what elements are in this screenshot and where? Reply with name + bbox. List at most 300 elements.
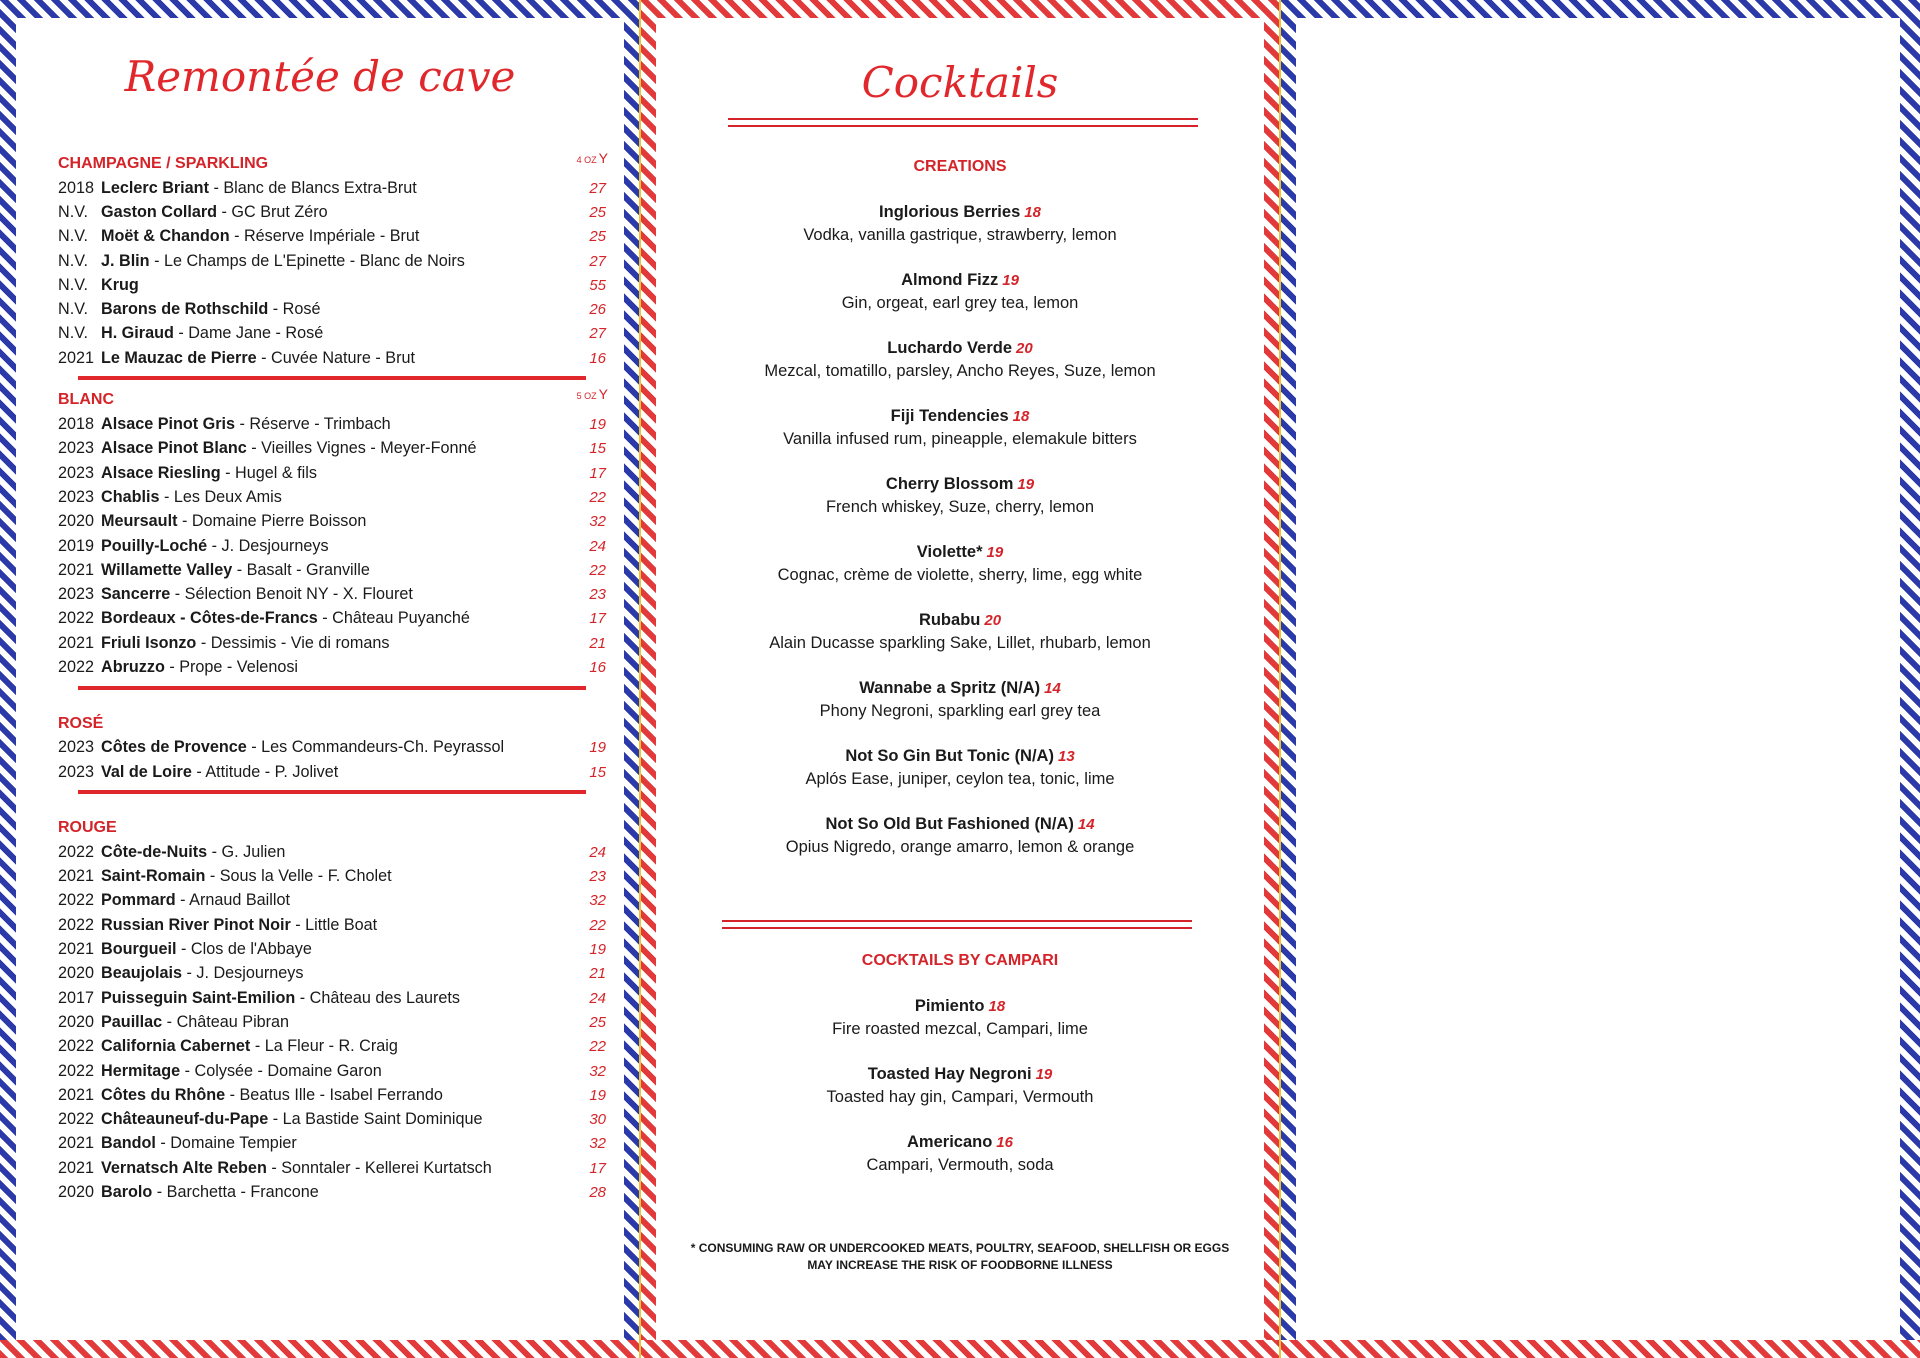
wine-detail: - Réserve Impériale - Brut xyxy=(229,227,420,246)
wine-detail: - Arnaud Baillot xyxy=(175,891,290,910)
wine-description xyxy=(101,843,576,862)
cocktail-price: 18 xyxy=(1012,408,1030,425)
wine-detail: - Sonntaler - Kellerei Kurtatsch xyxy=(266,1158,492,1177)
cocktail-item xyxy=(656,337,1264,383)
wine-description xyxy=(101,464,576,483)
wine-name: Leclerc Briant xyxy=(101,178,209,197)
cocktail-price: 20 xyxy=(984,612,1002,629)
cocktail-name: Rubabu xyxy=(918,611,981,629)
wine-year: 2022 xyxy=(58,842,95,861)
section-title-text: CHAMPAGNE / SPARKLING xyxy=(58,155,269,172)
wine-row xyxy=(58,461,606,485)
wine-price: 15 xyxy=(589,763,606,781)
wine-detail: - Château Puyanché xyxy=(317,609,470,628)
wine-year: 2020 xyxy=(58,512,95,531)
cocktail-item xyxy=(656,745,1264,791)
wine-price: 24 xyxy=(589,843,606,861)
cocktail-title-line xyxy=(656,813,1264,836)
pour-size xyxy=(577,146,608,172)
cocktail-description: Cognac, crème de violette, sherry, lime, egg white xyxy=(777,566,1143,584)
campari-list xyxy=(656,995,1264,1199)
wine-year: 2020 xyxy=(58,1183,95,1202)
wine-description xyxy=(101,252,576,271)
wine-price: 25 xyxy=(589,228,606,246)
wine-year: 2021 xyxy=(58,1158,95,1177)
cocktail-item xyxy=(656,1131,1264,1177)
wine-detail: - GC Brut Zéro xyxy=(217,202,328,221)
cocktail-description: Toasted hay gin, Campari, Vermouth xyxy=(826,1088,1094,1106)
wine-detail: - Cuvée Nature - Brut xyxy=(256,348,415,367)
cocktail-name: Not So Gin But Tonic (N/A) xyxy=(845,747,1054,765)
cocktail-name: Americano xyxy=(907,1133,993,1151)
cocktails-title: Cocktails xyxy=(861,58,1059,107)
wine-price: 16 xyxy=(589,658,606,676)
wine-name: Moët & Chandon xyxy=(101,227,230,246)
cocktail-price: 16 xyxy=(996,1134,1013,1151)
wine-name: Châteauneuf-du-Pape xyxy=(101,1110,269,1129)
wine-price: 19 xyxy=(589,1086,606,1104)
cocktail-title-line xyxy=(656,1131,1264,1154)
cocktail-item xyxy=(656,813,1264,859)
wine-detail: - La Fleur - R. Craig xyxy=(250,1037,398,1056)
wine-name: Le Mauzac de Pierre xyxy=(101,348,257,367)
wine-description xyxy=(101,300,576,319)
wine-description xyxy=(101,1183,576,1202)
wine-name: Côtes de Provence xyxy=(101,738,247,757)
wine-name: Willamette Valley xyxy=(101,560,233,579)
wine-name: Russian River Pinot Noir xyxy=(101,915,291,934)
cocktail-price: 19 xyxy=(1017,476,1035,493)
wine-price: 25 xyxy=(589,1013,606,1031)
wine-name: Alsace Pinot Blanc xyxy=(101,439,247,458)
wine-price: 21 xyxy=(589,965,606,983)
border-stripes-bottom xyxy=(0,1340,1920,1358)
wine-description xyxy=(101,1086,576,1105)
disclaimer-line-1: * CONSUMING RAW OR UNDERCOOKED MEATS, POULTRY, SEAFOOD, SHELLFISH OR EGGS xyxy=(690,1241,1230,1255)
cocktail-item xyxy=(656,1063,1264,1109)
wine-description xyxy=(101,276,576,295)
cocktail-item xyxy=(656,201,1264,247)
wine-glass-icon: Y xyxy=(598,150,608,166)
wine-year: 2020 xyxy=(58,964,95,983)
blank-panel xyxy=(1296,18,1900,1340)
section-title-text: ROUGE xyxy=(58,819,117,837)
wine-description xyxy=(101,349,576,368)
cocktail-description: Gin, orgeat, earl grey tea, lemon xyxy=(841,294,1079,312)
wine-description xyxy=(101,658,576,677)
wine-detail: - Blanc de Blancs Extra-Brut xyxy=(208,178,417,197)
wine-name: Krug xyxy=(101,275,139,294)
wine-price: 23 xyxy=(589,868,606,886)
wine-row xyxy=(58,865,606,889)
wine-price: 15 xyxy=(589,440,606,458)
section-divider xyxy=(78,686,586,690)
wine-year: 2023 xyxy=(58,762,95,781)
wine-name: Abruzzo xyxy=(101,657,165,676)
wine-row xyxy=(58,913,606,937)
wine-year: 2023 xyxy=(58,439,95,458)
wine-name: Saint-Romain xyxy=(101,867,206,886)
cocktail-price: 18 xyxy=(1024,204,1041,221)
wine-description xyxy=(101,989,576,1008)
wine-name: Pouilly-Loché xyxy=(101,536,208,555)
wine-year: 2023 xyxy=(58,738,95,757)
wine-row xyxy=(58,1059,606,1083)
wine-detail: - Sous la Velle - F. Cholet xyxy=(205,867,392,886)
cocktail-price: 18 xyxy=(988,998,1006,1015)
wine-price: 55 xyxy=(589,276,606,294)
wine-detail: - Beatus Ille - Isabel Ferrando xyxy=(225,1085,443,1104)
wine-year: 2022 xyxy=(58,915,95,934)
cocktail-name: Fiji Tendencies xyxy=(890,407,1009,425)
wine-price: 19 xyxy=(589,416,606,434)
wine-price: 32 xyxy=(589,1062,606,1080)
wine-year: N.V. xyxy=(58,227,88,246)
cocktail-item xyxy=(656,473,1264,519)
section-divider xyxy=(78,790,586,794)
cocktail-description: Mezcal, tomatillo, parsley, Ancho Reyes, Suze, lemon xyxy=(764,362,1156,380)
wine-panel xyxy=(16,18,624,1340)
cocktail-description: Vanilla infused rum, pineapple, elemakule bitters xyxy=(783,430,1137,448)
cocktail-title-line xyxy=(656,473,1264,496)
wine-name: Côtes du Rhône xyxy=(101,1085,226,1104)
wine-name: Bandol xyxy=(101,1134,156,1153)
wine-year: 2022 xyxy=(58,891,95,910)
wine-price: 27 xyxy=(589,252,606,270)
wine-description xyxy=(101,1159,576,1178)
wine-description xyxy=(101,488,576,507)
wine-year: 2023 xyxy=(58,585,95,604)
wine-row xyxy=(58,1156,606,1180)
wine-year: 2018 xyxy=(58,415,95,434)
wine-detail: - Sélection Benoit NY - X. Flouret xyxy=(170,585,413,604)
wine-row xyxy=(58,176,606,200)
creations-title: CREATIONS xyxy=(913,158,1007,175)
wine-name: Sancerre xyxy=(101,585,171,604)
wine-row xyxy=(58,273,606,297)
wine-row xyxy=(58,655,606,679)
wine-glass-icon: Y xyxy=(598,386,608,403)
cocktail-name: Inglorious Berries xyxy=(879,203,1021,221)
wine-name: Val de Loire xyxy=(101,762,192,781)
pour-size-label: 5 OZ xyxy=(576,391,597,402)
cocktail-description: Phony Negroni, sparkling earl grey tea xyxy=(819,702,1101,720)
cocktail-item xyxy=(656,995,1264,1041)
cocktail-title-line xyxy=(656,677,1264,700)
wine-year: 2021 xyxy=(58,1085,95,1104)
wine-detail: - J. Desjourneys xyxy=(181,964,304,983)
wine-row xyxy=(58,631,606,655)
wine-list xyxy=(58,152,606,1205)
wine-name: Côte-de-Nuits xyxy=(101,842,208,861)
wine-price: 25 xyxy=(589,203,606,221)
wine-detail: - Basalt - Granville xyxy=(232,560,370,579)
wine-description xyxy=(101,537,576,556)
cocktail-price: 20 xyxy=(1016,340,1033,357)
fold-line-2 xyxy=(1279,0,1281,1358)
wine-name: Chablis xyxy=(101,487,160,506)
section-title-text: BLANC xyxy=(58,391,114,409)
wine-year: 2021 xyxy=(58,560,95,579)
campari-title: COCKTAILS BY CAMPARI xyxy=(861,952,1059,969)
wine-description xyxy=(101,634,576,653)
wine-row xyxy=(58,437,606,461)
wine-price: 22 xyxy=(589,488,606,506)
wine-row xyxy=(58,1010,606,1034)
wine-row xyxy=(58,736,606,760)
wine-price: 32 xyxy=(589,892,606,910)
wine-price: 27 xyxy=(589,179,606,197)
section-gap xyxy=(58,802,606,816)
wine-price: 27 xyxy=(589,325,606,343)
wine-description xyxy=(101,227,576,246)
wine-detail: - Dessimis - Vie di romans xyxy=(196,633,390,652)
wine-row xyxy=(58,1035,606,1059)
cocktail-price: 14 xyxy=(1044,680,1061,697)
cocktail-price: 19 xyxy=(1002,272,1019,289)
cocktail-description: Alain Ducasse sparkling Sake, Lillet, rhubarb, lemon xyxy=(769,634,1151,652)
pour-size xyxy=(577,382,608,408)
wine-price: 17 xyxy=(589,610,606,628)
wine-detail: - G. Julien xyxy=(207,842,286,861)
wine-name: Alsace Riesling xyxy=(101,463,221,482)
wine-description xyxy=(101,203,576,222)
wine-row xyxy=(58,346,606,370)
wine-description xyxy=(101,1134,576,1153)
wine-year: 2021 xyxy=(58,867,95,886)
wine-detail: - La Bastide Saint Dominique xyxy=(268,1110,483,1129)
wine-name: Barolo xyxy=(101,1183,153,1202)
wine-price: 17 xyxy=(589,1159,606,1177)
cocktail-item xyxy=(656,405,1264,451)
wine-name: Pauillac xyxy=(101,1012,163,1031)
wine-name: J. Blin xyxy=(101,251,150,270)
cocktail-description: Aplós Ease, juniper, ceylon tea, tonic, lime xyxy=(805,770,1115,788)
wine-description xyxy=(101,324,576,343)
wine-row xyxy=(58,986,606,1010)
wine-year: 2018 xyxy=(58,178,95,197)
wine-year: N.V. xyxy=(58,324,88,343)
wine-detail: - Attitude - P. Jolivet xyxy=(191,762,339,781)
wine-row xyxy=(58,1132,606,1156)
wine-price: 24 xyxy=(589,989,606,1007)
wine-detail: - J. Desjourneys xyxy=(207,536,329,555)
wine-detail: - Le Champs de L'Epinette - Blanc de Noirs xyxy=(149,251,465,270)
wine-description xyxy=(101,916,576,935)
cocktail-price: 13 xyxy=(1057,748,1075,765)
wine-detail: - Domaine Tempier xyxy=(155,1134,297,1153)
cocktail-price: 14 xyxy=(1077,816,1095,833)
wine-description xyxy=(101,964,576,983)
wine-price: 32 xyxy=(589,513,606,531)
cocktail-description: French whiskey, Suze, cherry, lemon xyxy=(825,498,1095,516)
cocktail-title-line xyxy=(656,337,1264,360)
wine-row xyxy=(58,840,606,864)
disclaimer-line-2: MAY INCREASE THE RISK OF FOODBORNE ILLNESS xyxy=(807,1258,1113,1272)
wine-row xyxy=(58,249,606,273)
wine-year: 2022 xyxy=(58,609,95,628)
wine-detail: - Rosé xyxy=(268,300,321,319)
wine-row xyxy=(58,760,606,784)
wine-detail: - Clos de l'Abbaye xyxy=(176,940,312,959)
wine-year: 2021 xyxy=(58,348,95,367)
wine-detail: - Hugel & fils xyxy=(220,463,317,482)
cocktail-item xyxy=(656,541,1264,587)
wine-name: Beaujolais xyxy=(101,964,182,983)
wine-price: 22 xyxy=(589,561,606,579)
divider-campari xyxy=(722,920,1192,929)
wine-detail: - Château Pibran xyxy=(162,1012,290,1031)
wine-name: Bourgueil xyxy=(101,940,177,959)
wine-row xyxy=(58,510,606,534)
wine-row xyxy=(58,225,606,249)
wine-row xyxy=(58,582,606,606)
wine-description xyxy=(101,1013,576,1032)
wine-name: Bordeaux - Côtes-de-Francs xyxy=(101,609,318,628)
disclaimer xyxy=(656,1240,1264,1274)
wine-description xyxy=(101,763,576,782)
wine-row xyxy=(58,937,606,961)
wine-description xyxy=(101,940,576,959)
cocktail-item xyxy=(656,609,1264,655)
cocktail-name: Luchardo Verde xyxy=(887,339,1012,357)
wine-row xyxy=(58,412,606,436)
cocktail-description: Fire roasted mezcal, Campari, lime xyxy=(832,1020,1088,1038)
section-title xyxy=(58,388,606,412)
wine-detail: - Les Commandeurs-Ch. Peyrassol xyxy=(246,738,505,757)
wine-detail: - Dame Jane - Rosé xyxy=(173,324,324,343)
cocktail-title-line xyxy=(656,745,1264,768)
wine-description xyxy=(101,415,576,434)
wine-description xyxy=(101,561,576,580)
wine-price: 21 xyxy=(589,634,606,652)
wine-year: N.V. xyxy=(58,275,88,294)
wine-year: 2022 xyxy=(58,1037,95,1056)
cocktail-price: 19 xyxy=(986,544,1004,561)
wine-detail: - Réserve - Trimbach xyxy=(235,415,391,434)
wine-name: Puisseguin Saint-Emilion xyxy=(101,988,296,1007)
section-divider xyxy=(78,376,586,380)
wine-description xyxy=(101,738,576,757)
pour-size-label: 4 OZ xyxy=(576,155,597,165)
wine-row xyxy=(58,200,606,224)
divider-top xyxy=(728,118,1198,127)
cocktail-name: Toasted Hay Negroni xyxy=(867,1065,1032,1083)
wine-description xyxy=(101,512,576,531)
wine-year: 2023 xyxy=(58,487,95,506)
wine-name: Barons de Rothschild xyxy=(101,300,269,319)
wine-price: 32 xyxy=(589,1135,606,1153)
wine-name: Pommard xyxy=(101,891,176,910)
section-title xyxy=(58,816,606,840)
wine-year: N.V. xyxy=(58,251,88,270)
wine-year: 2021 xyxy=(58,633,95,652)
wine-detail: - Little Boat xyxy=(290,915,378,934)
cocktail-price: 19 xyxy=(1035,1066,1053,1083)
cocktail-name: Almond Fizz xyxy=(901,271,999,289)
wine-year: N.V. xyxy=(58,300,88,319)
wine-year: N.V. xyxy=(58,202,88,221)
wine-name: Vernatsch Alte Reben xyxy=(101,1158,267,1177)
cocktail-name: Cherry Blossom xyxy=(885,475,1014,493)
wine-row xyxy=(58,1180,606,1204)
cocktail-item xyxy=(656,269,1264,315)
wine-year: 2022 xyxy=(58,657,95,676)
cocktail-name: Pimiento xyxy=(914,997,985,1015)
wine-description xyxy=(101,1110,576,1129)
cocktail-item xyxy=(656,677,1264,723)
cocktail-description: Campari, Vermouth, soda xyxy=(866,1156,1054,1174)
wine-price: 17 xyxy=(589,464,606,482)
wine-price: 30 xyxy=(589,1111,606,1129)
wine-price: 19 xyxy=(589,739,606,757)
wine-price: 24 xyxy=(589,537,606,555)
wine-detail: - Château des Laurets xyxy=(295,988,460,1007)
wine-year: 2019 xyxy=(58,536,95,555)
wine-name: Gaston Collard xyxy=(101,202,218,221)
wine-row xyxy=(58,607,606,631)
cocktail-panel xyxy=(656,18,1264,1340)
wine-name: Hermitage xyxy=(101,1061,181,1080)
wine-name: Friuli Isonzo xyxy=(101,633,197,652)
wine-price: 16 xyxy=(589,349,606,367)
wine-name: Alsace Pinot Gris xyxy=(101,415,236,434)
wine-row xyxy=(58,485,606,509)
wine-year: 2022 xyxy=(58,1110,95,1129)
section-title xyxy=(58,152,606,176)
wine-price: 23 xyxy=(589,586,606,604)
wine-year: 2021 xyxy=(58,1134,95,1153)
wine-detail: - Vieilles Vignes - Meyer-Fonné xyxy=(246,439,477,458)
wine-row xyxy=(58,1108,606,1132)
cocktail-title-line xyxy=(656,995,1264,1018)
wine-year: 2021 xyxy=(58,940,95,959)
wine-year: 2023 xyxy=(58,463,95,482)
cocktail-name: Not So Old But Fashioned (N/A) xyxy=(825,815,1074,833)
cocktail-title-line xyxy=(656,609,1264,632)
wine-description xyxy=(101,609,576,628)
wine-description xyxy=(101,891,576,910)
section-title-text: ROSÉ xyxy=(58,714,104,732)
wine-description xyxy=(101,439,576,458)
wine-detail: - Prope - Velenosi xyxy=(164,657,299,676)
wine-name: H. Giraud xyxy=(101,324,174,343)
wine-title: Remontée de cave xyxy=(124,52,516,101)
fold-line-1 xyxy=(639,0,641,1358)
section-gap xyxy=(58,698,606,712)
wine-row xyxy=(58,558,606,582)
wine-year: 2020 xyxy=(58,1012,95,1031)
wine-row xyxy=(58,322,606,346)
wine-year: 2022 xyxy=(58,1061,95,1080)
wine-detail: - Barchetta - Francone xyxy=(152,1183,319,1202)
wine-row xyxy=(58,889,606,913)
wine-price: 22 xyxy=(589,1038,606,1056)
cocktail-title-line xyxy=(656,269,1264,292)
wine-description xyxy=(101,1037,576,1056)
cocktail-name: Wannabe a Spritz (N/A) xyxy=(859,679,1041,697)
wine-description xyxy=(101,867,576,886)
creations-list xyxy=(656,201,1264,881)
wine-description xyxy=(101,179,576,198)
wine-row xyxy=(58,534,606,558)
wine-price: 22 xyxy=(589,916,606,934)
wine-description xyxy=(101,1062,576,1081)
wine-detail: - Domaine Pierre Boisson xyxy=(177,512,367,531)
wine-row xyxy=(58,297,606,321)
wine-name: Meursault xyxy=(101,512,178,531)
wine-year: 2017 xyxy=(58,988,95,1007)
